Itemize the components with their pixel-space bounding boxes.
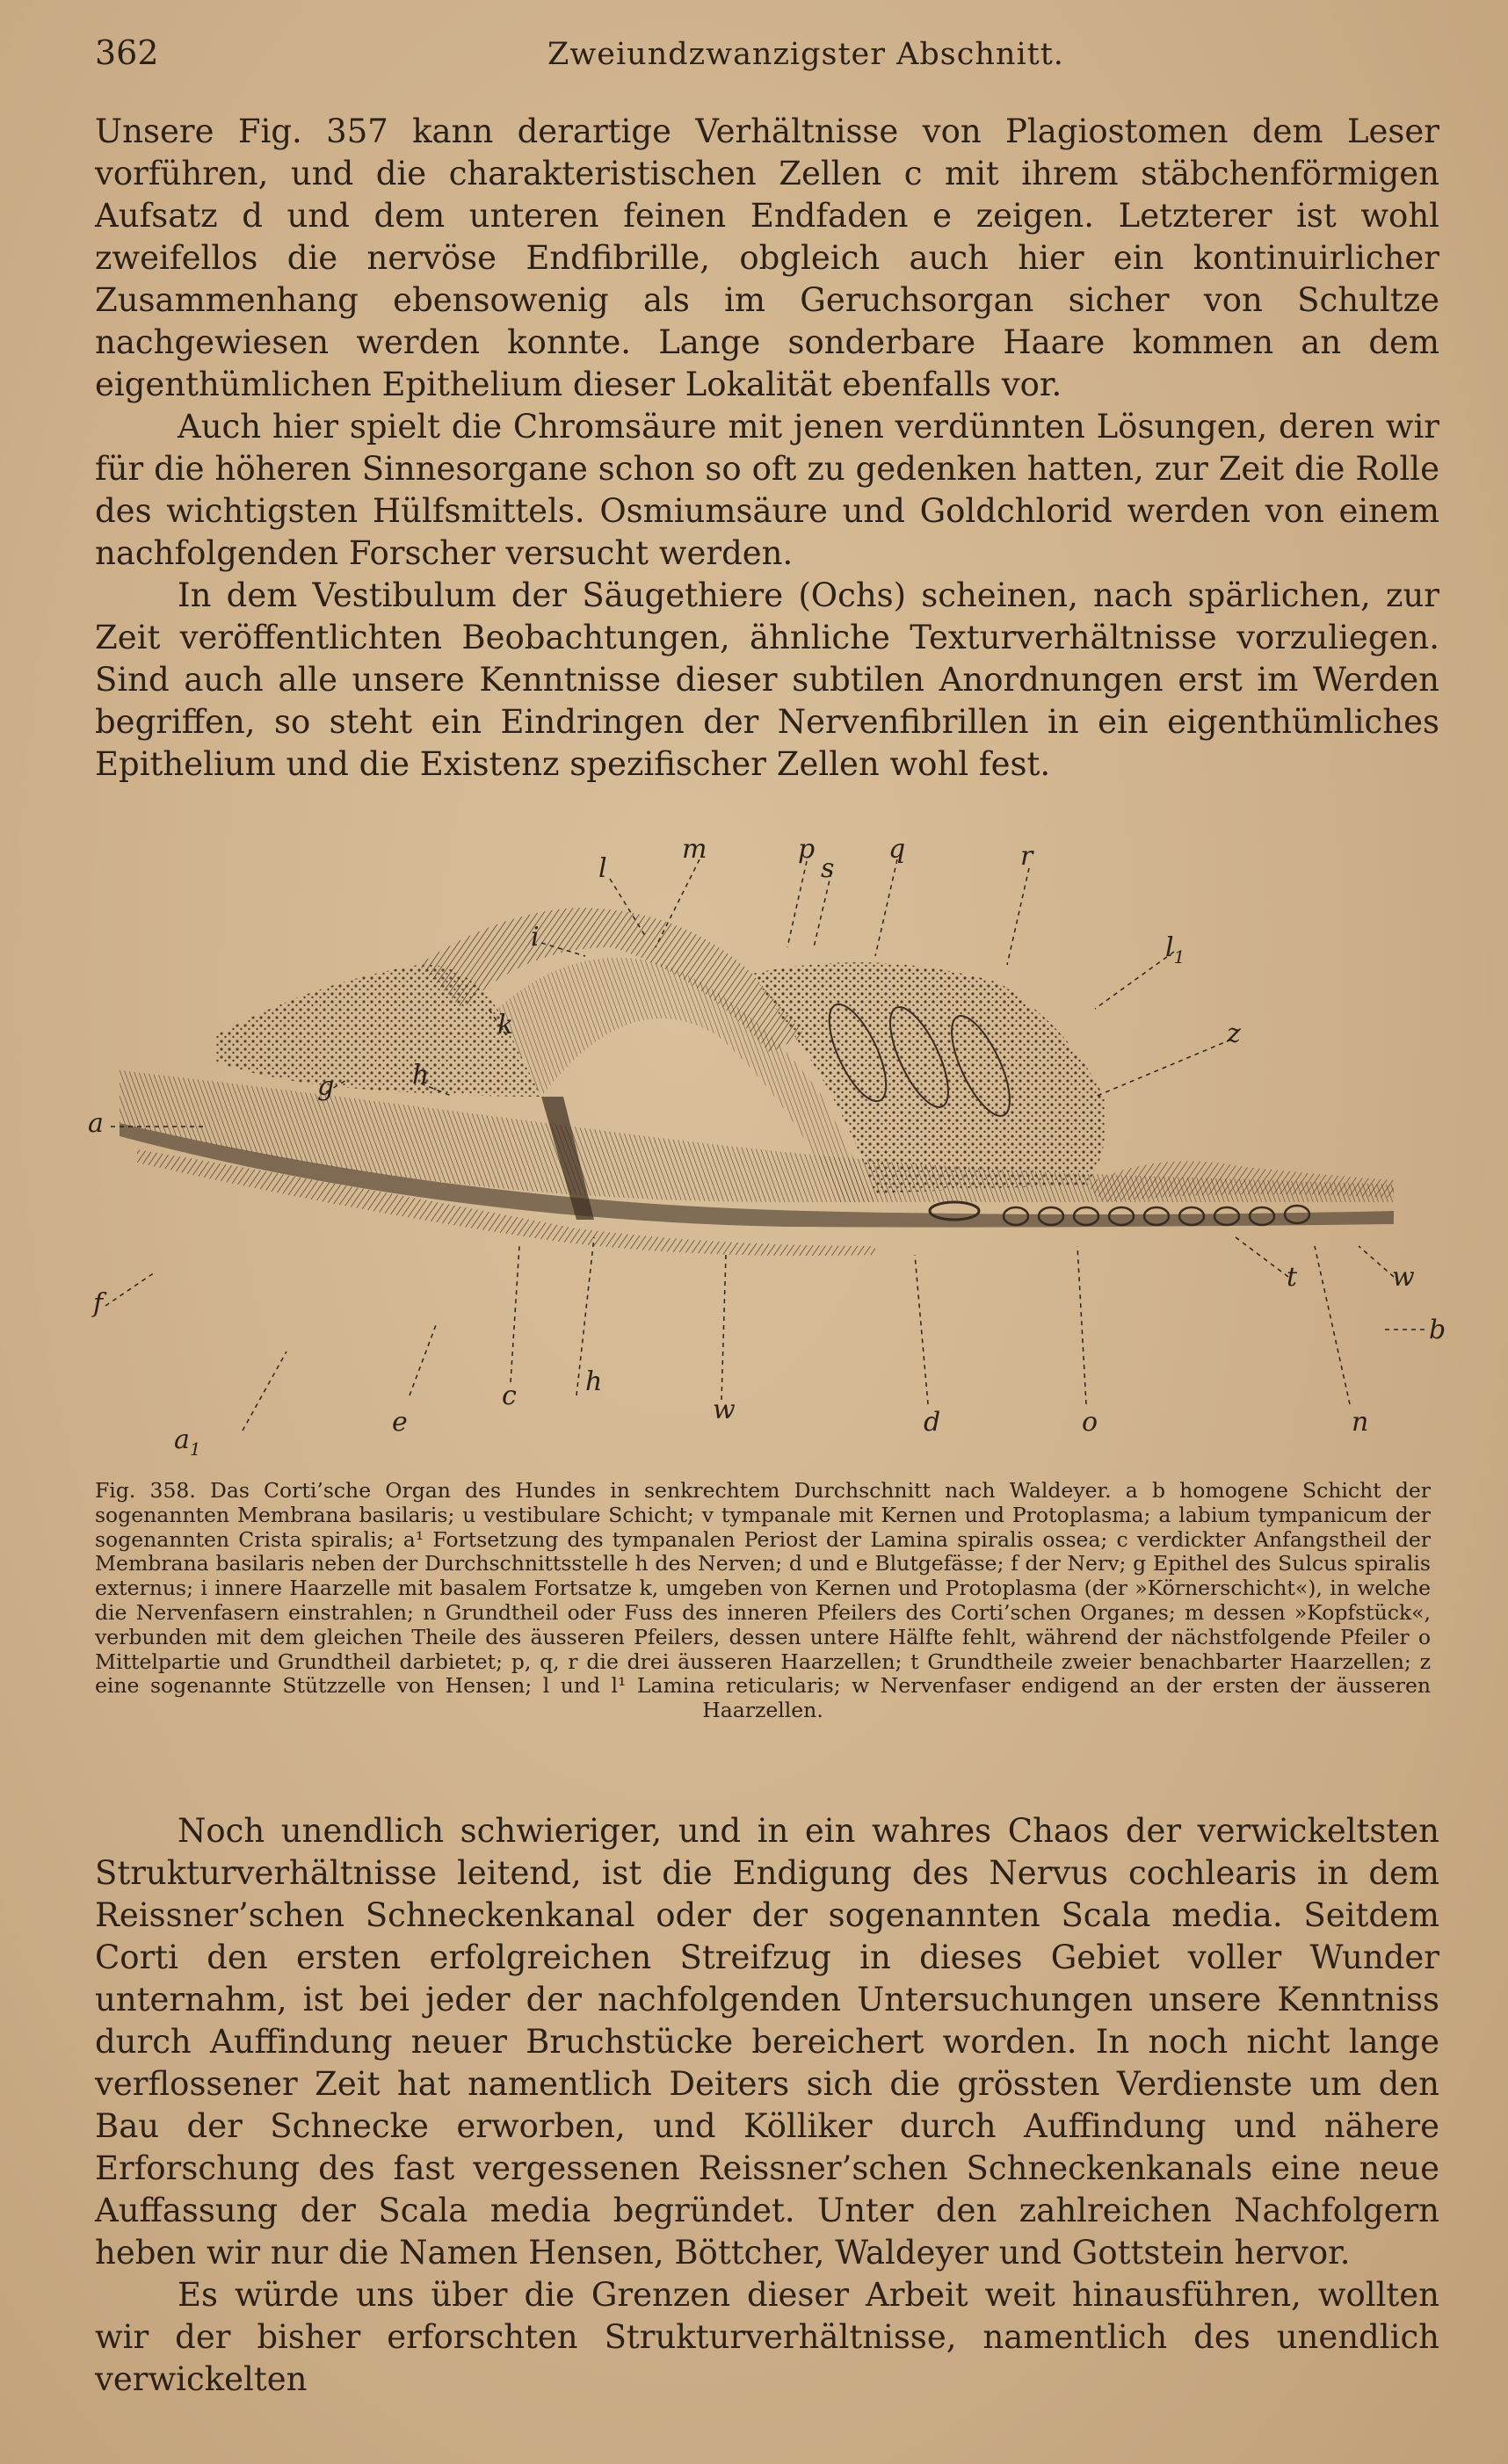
label-s: s xyxy=(821,853,835,884)
label-h-lower: h xyxy=(585,1366,603,1397)
label-g: g xyxy=(317,1071,335,1102)
label-d: d xyxy=(924,1407,941,1438)
paragraph-grenzen: Es würde uns über die Grenzen dieser Arbeit weit hinausführen, wollten wir der bisher erforschten Strukturverhältnisse, namentlich des unendlich verwickelten xyxy=(95,2276,1439,2398)
label-w-lower: w xyxy=(713,1395,736,1425)
bottom-text-block xyxy=(95,1810,1439,2401)
label-a1: $a_1$ xyxy=(174,1424,201,1460)
label-w-right: w xyxy=(1392,1262,1415,1293)
page-number: 362 xyxy=(95,33,159,72)
figure-corti-organ xyxy=(84,833,1455,1466)
paragraph-vestibulum: In dem Vestibulum der Säugethiere (Ochs) scheinen, nach spärlichen, zur Zeit veröffentlichten Beobachtungen, ähnliche Texturverhältnisse vorzuliegen. Sind auch alle unsere Kenntnisse dieser subtilen Anordnungen erst im Werden begriffen, so steht ein Eindringen der Nervenfibrillen in ein eigenthümliches Epithelium und die Existenz spezifischer Zellen wohl fest. xyxy=(95,576,1439,783)
label-m: m xyxy=(682,834,707,865)
label-o: o xyxy=(1082,1407,1098,1438)
label-c: c xyxy=(502,1381,517,1411)
epithelium-sulcus xyxy=(216,965,541,1097)
label-f: f xyxy=(93,1288,104,1319)
label-l1: $l_1$ xyxy=(1165,932,1185,967)
label-q: q xyxy=(888,834,906,865)
label-e: e xyxy=(392,1407,408,1438)
label-r: r xyxy=(1020,841,1033,872)
label-z: z xyxy=(1227,1018,1241,1049)
paragraph-chromsaeure: Auch hier spielt die Chromsäure mit jenen verdünnten Lösungen, deren wir für die höheren Sinnesorgane schon so oft zu gedenken hatten, zur Zeit die Rolle des wichtigsten Hülfsmittels. Osmiumsäure und Goldchlorid werden von einem nachfolgenden Forscher versucht werden. xyxy=(95,408,1439,572)
figure-caption: Fig. 358. Das Corti’sche Organ des Hundes in senkrechtem Durchschnitt nach Waldeyer. a b homogene Schicht der sogenannten Membrana basilaris; u vestibulare Schicht; v tympanale mit Kernen und Protoplasma; a labium tympanicum der sogenannten Crista spiralis; a¹ Fortsetzung des tympanalen Periost der Lamina spiralis ossea; c verdickter Anfangstheil der Membrana basilaris neben der Durchschnittsstelle h des Nerven; d und e Blutgefässe; f der Nerv; g Epithel des Sulcus spiralis externus; i innere Haarzelle mit basalem Fortsatze k, umgeben von Kernen und Protoplasma (der »Körnerschicht«), in welche die Nervenfasern einstrahlen; n Grundtheil oder Fuss des inneren Pfeilers des Corti’schen Organes; m dessen »Kopfstück«, verbunden mit dem gleichen Theile des äusseren Pfeilers, dessen untere Hälfte fehlt, während der nächstfolgende Pfeiler o Mittelpartie und Grundtheil darbietet; p, q, r die drei äusseren Haarzellen; t Grundtheile zweier benachbarter Haarzellen; z eine sogenannte Stützzelle von Hensen; l und l¹ Lamina reticularis; w Nervenfaser endigend an der ersten der äusseren Haarzellen. xyxy=(95,1478,1431,1723)
label-b: b xyxy=(1429,1315,1446,1345)
paragraph-nervus-cochlearis: Noch unendlich schwieriger, und in ein wahres Chaos der verwickeltsten Strukturverhältnisse leitend, ist die Endigung des Nervus cochlearis in dem Reissner’schen Schneckenkanal oder der sogenannten Scala media. Seitdem Corti den ersten erfolgreichen Streifzug in dieses Gebiet voller Wunder unternahm, ist bei jeder der nachfolgenden Untersuchungen unsere Kenntniss durch Auffindung neuer Bruchstücke bereichert worden. In noch nicht lange verflossener Zeit hat namentlich Deiters sich die grössten Verdienste um den Bau der Schnecke erworben, und Kölliker durch Auffindung und nähere Erforschung des fast vergessenen Reissner’schen Schneckenkanals eine neue Auffassung der Scala media begründet. Unter den zahlreichen Nachfolgern heben wir nur die Namen Hensen, Böttcher, Waldeyer und Gottstein hervor. xyxy=(95,1812,1439,2272)
paragraph-plagiostomen: Unsere Fig. 357 kann derartige Verhältnisse von Plagiostomen dem Leser vorführen, und die charakteristischen Zellen c mit ihrem stäbchenförmigen Aufsatz d und dem unteren feinen Endfaden e zeigen. Letzterer ist wohl zweifellos die nervöse Endfibrille, obgleich auch hier ein kontinuirlicher Zusammenhang ebensowenig als im Geruchsorgan sicher von Schultze nachgewiesen werden konnte. Lange sonderbare Haare kommen an dem eigenthümlichen Epithelium dieser Lokalität ebenfalls vor. xyxy=(95,112,1439,403)
label-n: n xyxy=(1352,1407,1369,1438)
corti-organ-illustration xyxy=(84,833,1455,1466)
basilar-membrane xyxy=(120,1070,1394,1228)
page-header xyxy=(95,33,1448,77)
label-i: i xyxy=(531,922,540,953)
label-h-upper: h xyxy=(412,1060,430,1091)
label-t: t xyxy=(1287,1262,1298,1293)
label-a: a xyxy=(88,1108,104,1139)
label-k: k xyxy=(497,1010,514,1040)
top-text-block xyxy=(95,111,1439,786)
label-p: p xyxy=(798,834,816,865)
running-title: Zweiundzwanzigster Abschnitt. xyxy=(547,37,1064,72)
label-l: l xyxy=(598,853,607,884)
